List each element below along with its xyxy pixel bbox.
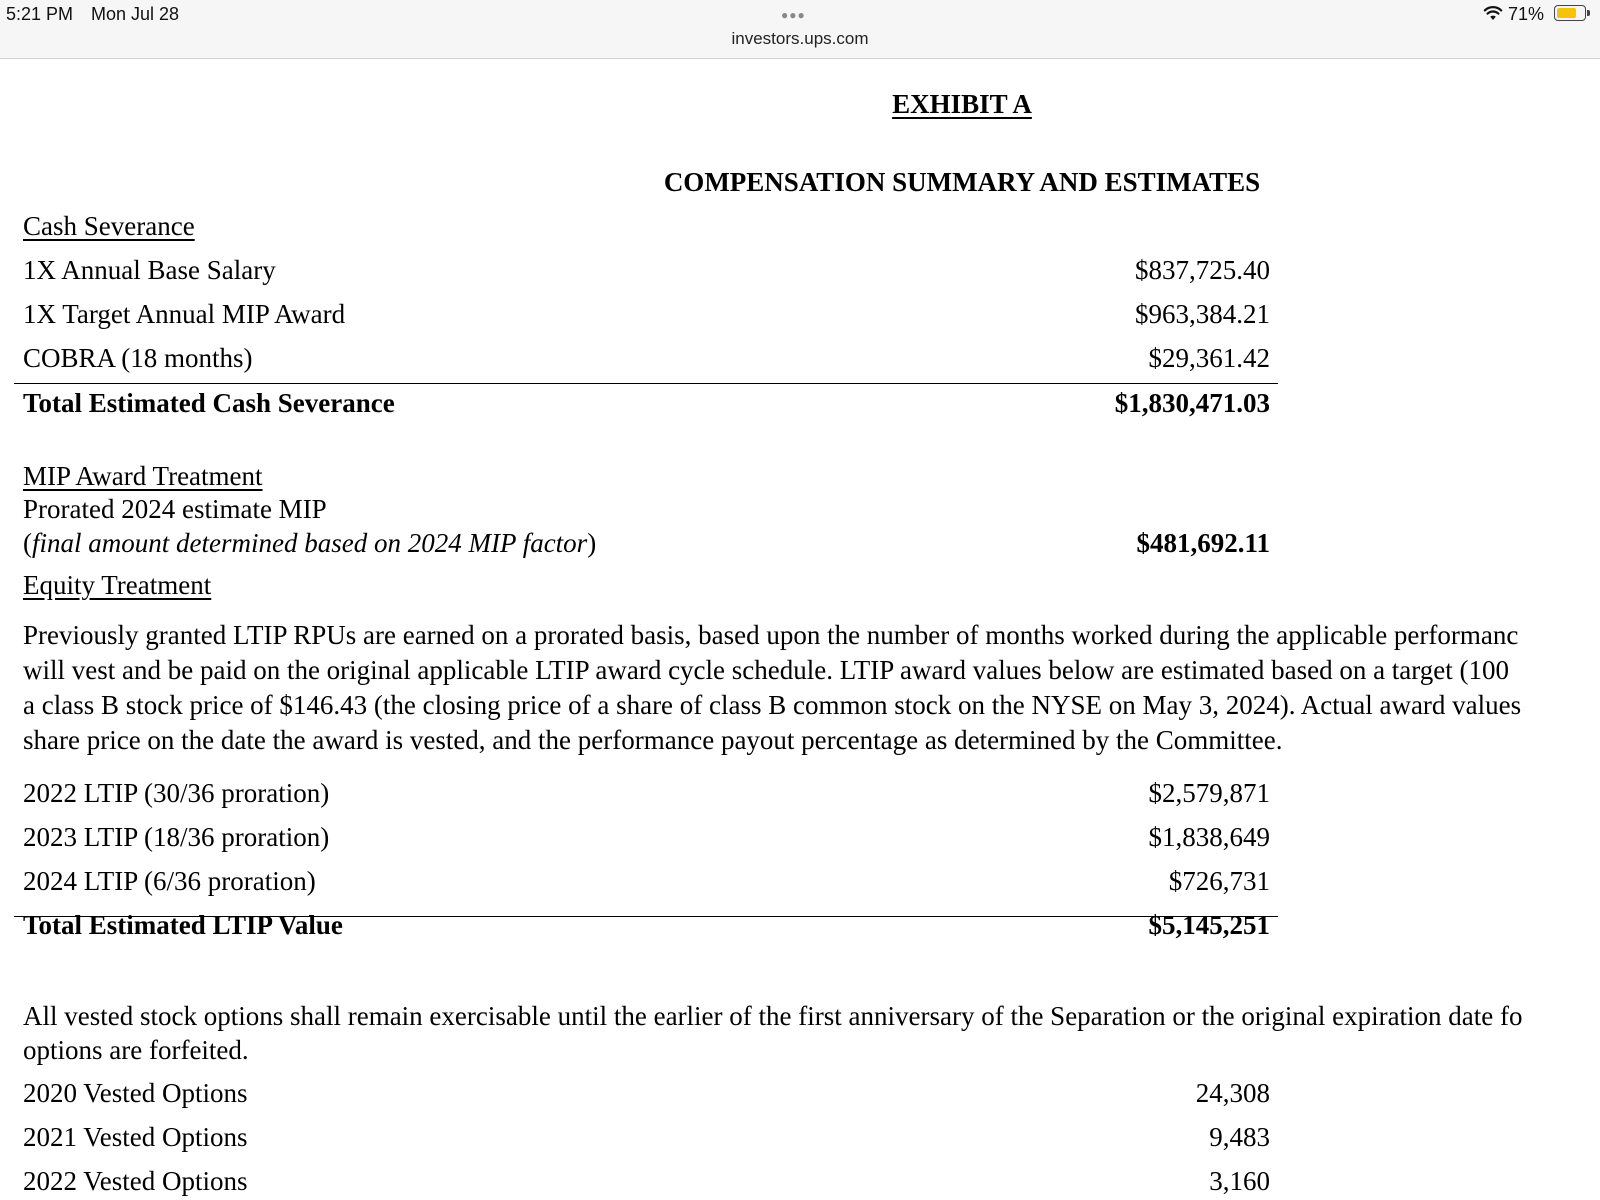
options-row-label: 2020 Vested Options xyxy=(23,1078,248,1108)
cash-row-label: COBRA (18 months) xyxy=(23,343,253,373)
cash-total-value: $1,830,471.03 xyxy=(1114,388,1270,418)
battery-fill xyxy=(1557,8,1576,18)
ltip-row-value: $1,838,649 xyxy=(1148,822,1270,852)
options-row-value: 3,160 xyxy=(1209,1166,1270,1196)
options-row-label: 2022 Vested Options xyxy=(23,1166,248,1196)
cash-row-label: 1X Target Annual MIP Award xyxy=(23,299,346,329)
cash-row-label: 1X Annual Base Salary xyxy=(23,255,276,285)
exhibit-title: EXHIBIT A xyxy=(892,89,1032,119)
mip-paren-close: ) xyxy=(587,528,597,558)
equity-paragraph-line: Previously granted LTIP RPUs are earned on a prorated basis, based upon the number of months worked during the applicable performanc xyxy=(23,620,1519,650)
mip-heading: MIP Award Treatment xyxy=(23,461,263,491)
ltip-total-value: $5,145,251 xyxy=(1148,910,1270,940)
options-paragraph-line: All vested stock options shall remain exercisable until the earlier of the first anniversary of the Separation or the original expiration date fo xyxy=(23,1001,1523,1031)
mip-line2 xyxy=(23,530,596,557)
mip-value: $481,692.11 xyxy=(1136,528,1270,558)
more-dots-icon[interactable]: ●●● xyxy=(781,8,806,22)
cash-total-label: Total Estimated Cash Severance xyxy=(23,388,395,418)
status-time: 5:21 PM xyxy=(6,4,74,24)
options-row-label: 2021 Vested Options xyxy=(23,1122,248,1152)
cash-total-divider xyxy=(14,383,1278,384)
ltip-row-label: 2023 LTIP (18/36 proration) xyxy=(23,822,330,852)
ltip-row-value: $726,731 xyxy=(1168,866,1270,896)
ltip-total-label: Total Estimated LTIP Value xyxy=(23,910,343,940)
battery-percent: 71% xyxy=(1508,4,1545,24)
wifi-icon xyxy=(1483,5,1503,21)
options-row-value: 9,483 xyxy=(1209,1122,1270,1152)
equity-heading: Equity Treatment xyxy=(23,570,212,600)
mip-paren-open: ( xyxy=(23,528,32,558)
equity-paragraph-line: share price on the date the award is vested, and the performance payout percentage as determined by the Committee. xyxy=(23,725,1283,755)
battery-tip xyxy=(1587,10,1590,16)
summary-title: COMPENSATION SUMMARY AND ESTIMATES xyxy=(663,167,1261,197)
ltip-row-label: 2022 LTIP (30/36 proration) xyxy=(23,778,330,808)
status-date: Mon Jul 28 xyxy=(91,4,180,24)
options-paragraph-line: options are forfeited. xyxy=(23,1035,249,1065)
ltip-row-value: $2,579,871 xyxy=(1148,778,1270,808)
cash-row-value: $29,361.42 xyxy=(1148,343,1270,373)
mip-line1: Prorated 2024 estimate MIP xyxy=(23,494,327,524)
equity-paragraph-line: a class B stock price of $146.43 (the closing price of a share of class B common stock on the NYSE on May 3, 2024). Actual award values xyxy=(23,690,1522,720)
cash-row-value: $837,725.40 xyxy=(1135,255,1270,285)
status-and-url-bar xyxy=(0,0,1600,59)
ltip-row-label: 2024 LTIP (6/36 proration) xyxy=(23,866,316,896)
options-row-value: 24,308 xyxy=(1195,1078,1270,1108)
battery-icon xyxy=(1554,5,1586,21)
mip-note: final amount determined based on 2024 MIP factor xyxy=(32,528,588,558)
equity-paragraph-line: will vest and be paid on the original applicable LTIP award cycle schedule. LTIP award values below are estimated based on a target (100 xyxy=(23,655,1510,685)
cash-severance-heading: Cash Severance xyxy=(23,211,195,241)
cash-row-value: $963,384.21 xyxy=(1135,299,1270,329)
url-display[interactable]: investors.ups.com xyxy=(731,29,869,48)
